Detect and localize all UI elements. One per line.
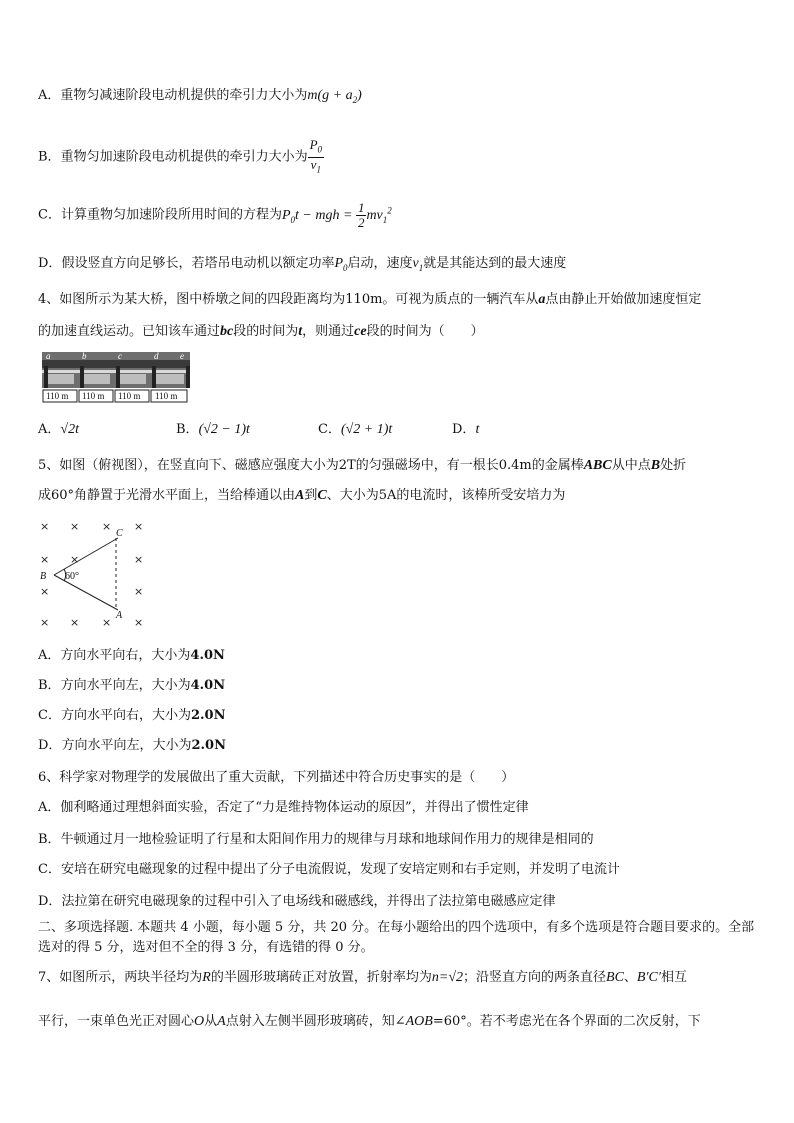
cross-mark: × (134, 520, 144, 533)
q7-stem-line1: 7、如图所示，两块半径均为R的半圆形玻璃砖正对放置，折射率均为n=√2；沿竖直方向的两条直径BC、B′C′相互 (38, 970, 687, 985)
cross-mark: × (70, 616, 80, 629)
magnetic-field-figure (36, 516, 156, 632)
bridge-label-b: b (82, 352, 87, 361)
bridge-dist-1: 110 m (46, 391, 69, 401)
q4-stem-line1: 4、如图所示为某大桥，图中桥墩之间的四段距离均为110m。可视为质点的一辆汽车从a点由静止开始做加速度恒定 (38, 292, 702, 307)
cross-mark: × (102, 616, 112, 629)
q6-option-a: A．伽利略通过理想斜面实验，否定了“力是维持物体运动的原因”，并得出了惯性定律 (38, 800, 529, 815)
bridge-dist-4: 110 m (155, 391, 178, 401)
q3-option-d (38, 254, 566, 278)
q5-stem-line2: 成60°角静置于光滑水平面上，当给棒通以由A到C、大小为5A的电流时，该棒所受安培力为 (38, 488, 566, 503)
q5-stem-line1: 5、如图（俯视图），在竖直向下、磁感应强度大小为2T的匀强磁场中，有一根长0.4m的金属棒ABC从中点B处折 (38, 458, 687, 473)
label-a: A (116, 610, 123, 621)
cross-mark: × (40, 520, 50, 533)
bridge-dist-3: 110 m (118, 391, 141, 401)
bridge-label-e: e (180, 352, 184, 361)
label-b: B (40, 571, 47, 582)
cross-mark: × (40, 585, 50, 598)
var-v1: $v_1$ (412, 256, 424, 273)
var-p0: $P_0$ (334, 256, 348, 273)
q6-stem: 6、科学家对物理学的发展做出了重大贡献，下列描述中符合历史事实的是（ ） (38, 770, 515, 785)
q5-option-d: D．方向水平向左，大小为2.0N (38, 738, 226, 753)
bridge-label-a: a (46, 352, 51, 361)
q3-option-c (38, 200, 392, 230)
option-text: 就是其能达到的最大速度 (423, 256, 567, 271)
q4-option-a: A．√2t (38, 422, 79, 437)
cross-mark: × (102, 520, 112, 533)
q6-option-b: B．牛顿通过月一地检验证明了行星和太阳间作用力的规律与月球和地球间作用力的规律是相同的 (38, 832, 594, 847)
q4-option-b: B．(√2 − 1)t (176, 422, 250, 437)
q6-option-d: D．法拉第在研究电磁现象的过程中引入了电场线和磁感线，并得出了法拉第电磁感应定律 (38, 894, 556, 909)
q5-option-a: A．方向水平向右，大小为4.0N (38, 648, 225, 663)
option-formula-tail: $mv_1^2$ (366, 205, 392, 225)
rod-bc (54, 538, 118, 575)
option-label: C． (38, 207, 61, 223)
q4-stem-line2: 的加速直线运动。已知该车通过bc段的时间为t，则通过ce段的时间为（ ） (38, 324, 484, 339)
option-text: 启动，速度 (347, 256, 413, 271)
cross-mark: × (134, 616, 144, 629)
q4-option-c: C．(√2 + 1)t (318, 422, 393, 437)
q6-option-c: C．安培在研究电磁现象的过程中提出了分子电流假说，发现了安培定则和右手定则，并发明了电流计 (38, 862, 620, 877)
q4-option-d: D．t (452, 422, 480, 437)
bridge-label-c: c (118, 352, 122, 361)
cross-mark: × (70, 520, 80, 533)
cross-mark: × (134, 553, 144, 566)
option-label: B． (38, 149, 61, 165)
option-text: 重物匀减速阶段电动机提供的牵引力大小为 (60, 88, 308, 103)
q3-option-b (38, 138, 324, 176)
option-fraction: $\frac{P_0}{v_1}$ (309, 137, 323, 175)
angle-label: 60° (65, 571, 79, 582)
section-2-heading: 二、多项选择题. 本题共 4 小题，每小题 5 分，共 20 分。在每小题给出的四个选项中，有多个选项是符合题目要求的。全部选对的得 5 分，选对但不全的得 3 分，有选错的得 0 分。 (38, 920, 755, 955)
option-text: 重物匀加速阶段电动机提供的牵引力大小为 (60, 149, 308, 165)
bridge-figure (42, 352, 190, 404)
option-label: D． (38, 256, 62, 271)
cross-mark: × (40, 553, 50, 566)
q7-stem-line2: 平行，一束单色光正对圆心O从A点射入左侧半圆形玻璃砖，知∠AOB=60°。若不考虑光在各个界面的二次反射，下 (38, 1014, 701, 1029)
rod-ba (54, 575, 118, 610)
label-c: C (116, 528, 123, 539)
cross-mark: × (70, 553, 80, 566)
cross-mark: × (134, 585, 144, 598)
option-formula: $m(g + a_2)$ (307, 88, 362, 105)
option-text: 计算重物匀加速阶段所用时间的方程为 (60, 207, 282, 223)
option-label: A． (38, 88, 61, 103)
option-text: 假设竖直方向足够长，若塔吊电动机以额定功率 (61, 256, 335, 271)
bridge-label-d: d (154, 352, 159, 361)
option-formula: $P_0t$ − mgh = (281, 207, 353, 225)
q5-option-c: C．方向水平向右，大小为2.0N (38, 708, 226, 723)
option-fraction: $\frac{1}{2}$ (357, 199, 365, 230)
q3-option-a (38, 86, 362, 110)
bridge-dist-2: 110 m (82, 391, 105, 401)
q5-option-b: B．方向水平向左，大小为4.0N (38, 678, 226, 693)
cross-mark: × (40, 616, 50, 629)
